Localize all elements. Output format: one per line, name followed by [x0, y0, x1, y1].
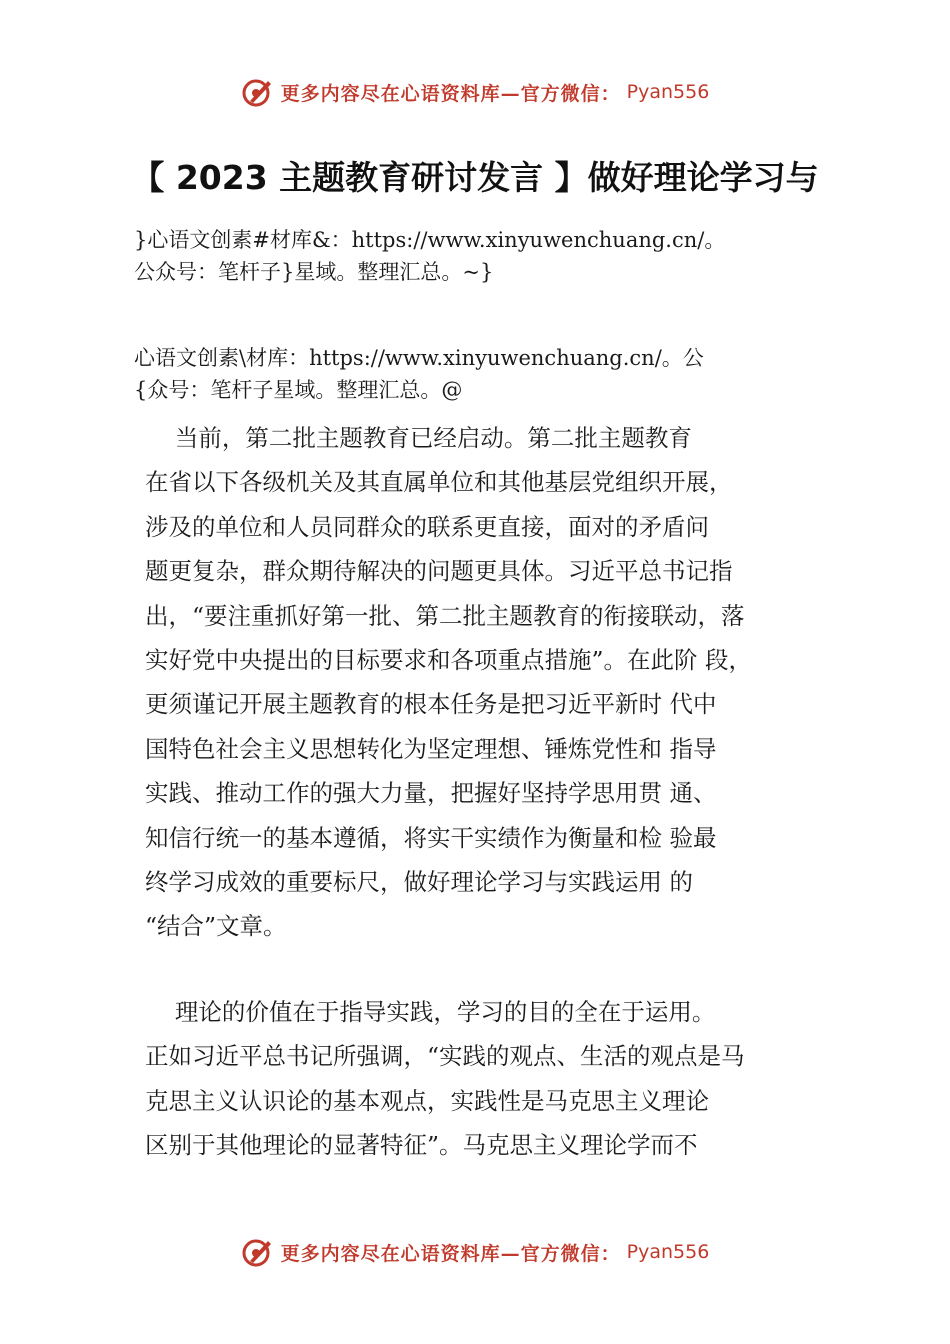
source-note-2: [134, 342, 854, 406]
paragraph-line: 克思主义认识论的基本观点，实践性是马克思主义理论: [145, 1086, 709, 1115]
paragraph-line: 实好党中央提出的目标要求和各项重点措施”。在此阶 段，: [145, 646, 752, 675]
paragraph-line: 国特色社会主义思想转化为坚定理想、锤炼党性和 指导: [145, 734, 717, 763]
paragraph-line: 知信行统一的基本遵循，将实干实绩作为衡量和检 验最: [145, 823, 717, 852]
paragraph-2: [145, 990, 845, 1168]
banner-text: 更多内容尽在心语资料库—官方微信：: [280, 82, 621, 105]
source-note-line: {众号：笔杆子星域。整理汇总。@: [134, 378, 463, 402]
source-note-1: [134, 224, 854, 288]
document-title: 【 2023 主题教育研讨发言 】做好理论学习与: [131, 158, 819, 197]
paragraph-1: [145, 416, 845, 949]
paragraph-line: 当前，第二批主题教育已经启动。第二批主题教育: [145, 424, 692, 452]
wechat-id: Pyan556: [626, 1241, 710, 1263]
paragraph-line: 正如习近平总书记所强调，“实践的观点、生活的观点是马: [145, 1042, 745, 1071]
paragraph-line: 在省以下各级机关及其直属单位和其他基层党组织开展，: [145, 468, 733, 497]
footer-banner: [0, 1232, 950, 1272]
paragraph-line: 终学习成效的重要标尺，做好理论学习与实践运用 的: [145, 868, 693, 897]
paragraph-line: 出，“要注重抓好第一批、第二批主题教育的衔接联动，落: [145, 601, 745, 630]
header-banner: [0, 72, 950, 112]
banner-text: 更多内容尽在心语资料库—官方微信：: [280, 1242, 621, 1265]
source-note-line: }心语文创素#材库&：https://www.xinyuwenchuang.cn/。: [134, 228, 726, 252]
paragraph-line: 理论的价值在于指导实践，学习的目的全在于运用。: [145, 998, 716, 1026]
brush-logo-icon: [241, 75, 275, 109]
source-note-line: 公众号：笔杆子}星域。整理汇总。~}: [134, 260, 494, 284]
paragraph-line: 实践、推动工作的强大力量，把握好坚持学思用贯 通、: [145, 779, 717, 808]
paragraph-line: 更须谨记开展主题教育的根本任务是把习近平新时 代中: [145, 690, 717, 719]
paragraph-line: “结合”文章。: [145, 912, 287, 941]
brush-logo-icon: [241, 1235, 275, 1269]
paragraph-line: 涉及的单位和人员同群众的联系更直接，面对的矛盾问: [145, 512, 709, 541]
paragraph-line: 题更复杂，群众期待解决的问题更具体。习近平总书记指: [145, 557, 733, 586]
paragraph-line: 区别于其他理论的显著特征”。马克思主义理论学而不: [145, 1131, 698, 1160]
wechat-id: Pyan556: [626, 81, 710, 103]
source-note-line: 心语文创素\材库：https://www.xinyuwenchuang.cn/。公: [134, 346, 704, 370]
